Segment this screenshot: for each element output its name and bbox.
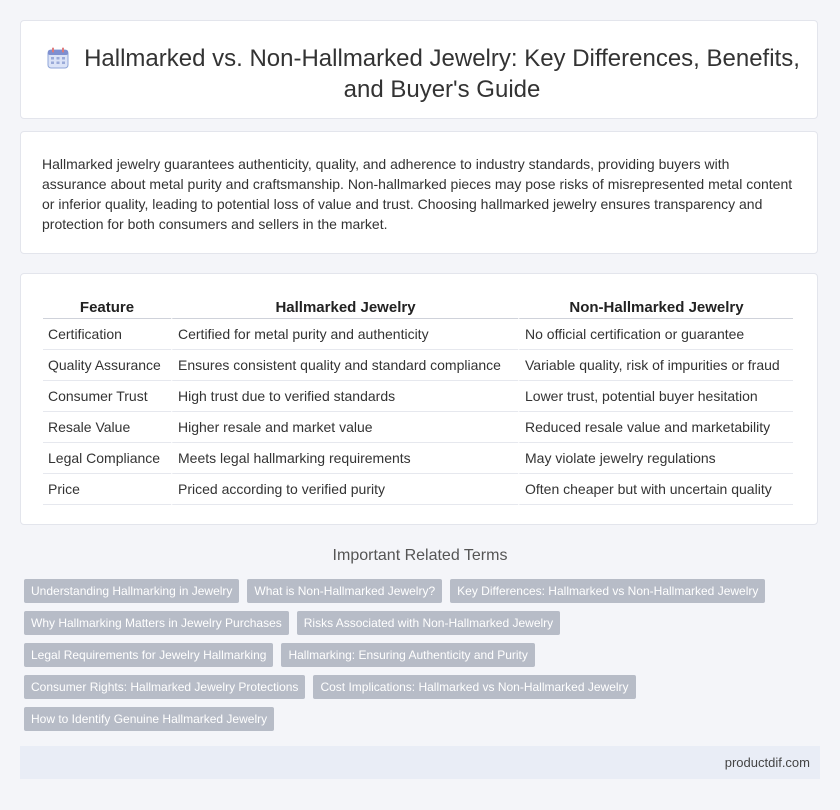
table-cell: Resale Value [43,412,171,443]
comparison-table-card [20,273,818,525]
table-row [43,443,793,474]
related-term-tag[interactable]: Why Hallmarking Matters in Jewelry Purchases [24,611,289,635]
footer-site-link[interactable]: productdif.com [724,755,810,770]
table-cell: Ensures consistent quality and standard compliance [171,350,518,381]
intro-card [20,131,818,254]
table-cell: Priced according to verified purity [171,474,518,505]
table-cell: Variable quality, risk of impurities or fraud [518,350,793,381]
table-row [43,350,793,381]
related-term-tag[interactable]: Key Differences: Hallmarked vs Non-Hallmarked Jewelry [450,579,765,603]
table-header-row [43,296,793,319]
table-cell: Legal Compliance [43,443,171,474]
comparison-table [43,296,793,505]
table-row [43,381,793,412]
table-cell: Price [43,474,171,505]
column-header-non-hallmarked: Non-Hallmarked Jewelry [518,296,793,319]
related-terms-title: Important Related Terms [332,547,508,564]
related-term-tag[interactable]: Hallmarking: Ensuring Authenticity and Purity [281,643,534,667]
table-row [43,319,793,350]
table-cell: High trust due to verified standards [171,381,518,412]
table-cell: Quality Assurance [43,350,171,381]
table-row [43,412,793,443]
related-term-tag[interactable]: Cost Implications: Hallmarked vs Non-Hallmarked Jewelry [313,675,635,699]
related-term-tag[interactable]: Legal Requirements for Jewelry Hallmarking [24,643,273,667]
tag-row [24,643,804,667]
calendar-icon [47,47,69,69]
tag-row [24,611,804,635]
table-cell: No official certification or guarantee [518,319,793,350]
related-terms-list [24,579,804,739]
header-card [20,20,818,119]
table-cell: Certification [43,319,171,350]
table-row [43,474,793,505]
table-cell: Often cheaper but with uncertain quality [518,474,793,505]
table-cell: Lower trust, potential buyer hesitation [518,381,793,412]
table-cell: Reduced resale value and marketability [518,412,793,443]
table-cell: Certified for metal purity and authenticity [171,319,518,350]
related-term-tag[interactable]: How to Identify Genuine Hallmarked Jewelry [24,707,274,731]
footer [20,746,820,779]
tag-row [24,707,804,731]
related-term-tag[interactable]: Understanding Hallmarking in Jewelry [24,579,239,603]
table-cell: Consumer Trust [43,381,171,412]
table-cell: Meets legal hallmarking requirements [171,443,518,474]
related-term-tag[interactable]: What is Non-Hallmarked Jewelry? [247,579,442,603]
column-header-feature: Feature [43,296,171,319]
tag-row [24,675,804,699]
table-cell: May violate jewelry regulations [518,443,793,474]
tag-row [24,579,804,603]
related-term-tag[interactable]: Risks Associated with Non-Hallmarked Jewelry [297,611,560,635]
table-cell: Higher resale and market value [171,412,518,443]
intro-text: Hallmarked jewelry guarantees authenticity, quality, and adherence to industry standards, providing buyers with assurance about metal purity and craftsmanship. Non-hallmarked pieces may pose risks of misrepresented metal content or inferior quality, leading to potential loss of value and trust. Choosing hallmarked jewelry ensures transparency and protection for both consumers and sellers in the market. [42,156,793,232]
column-header-hallmarked: Hallmarked Jewelry [171,296,518,319]
page-title: Hallmarked vs. Non-Hallmarked Jewelry: Key Differences, Benefits, and Buyer's Guide [84,45,800,103]
related-term-tag[interactable]: Consumer Rights: Hallmarked Jewelry Protections [24,675,305,699]
